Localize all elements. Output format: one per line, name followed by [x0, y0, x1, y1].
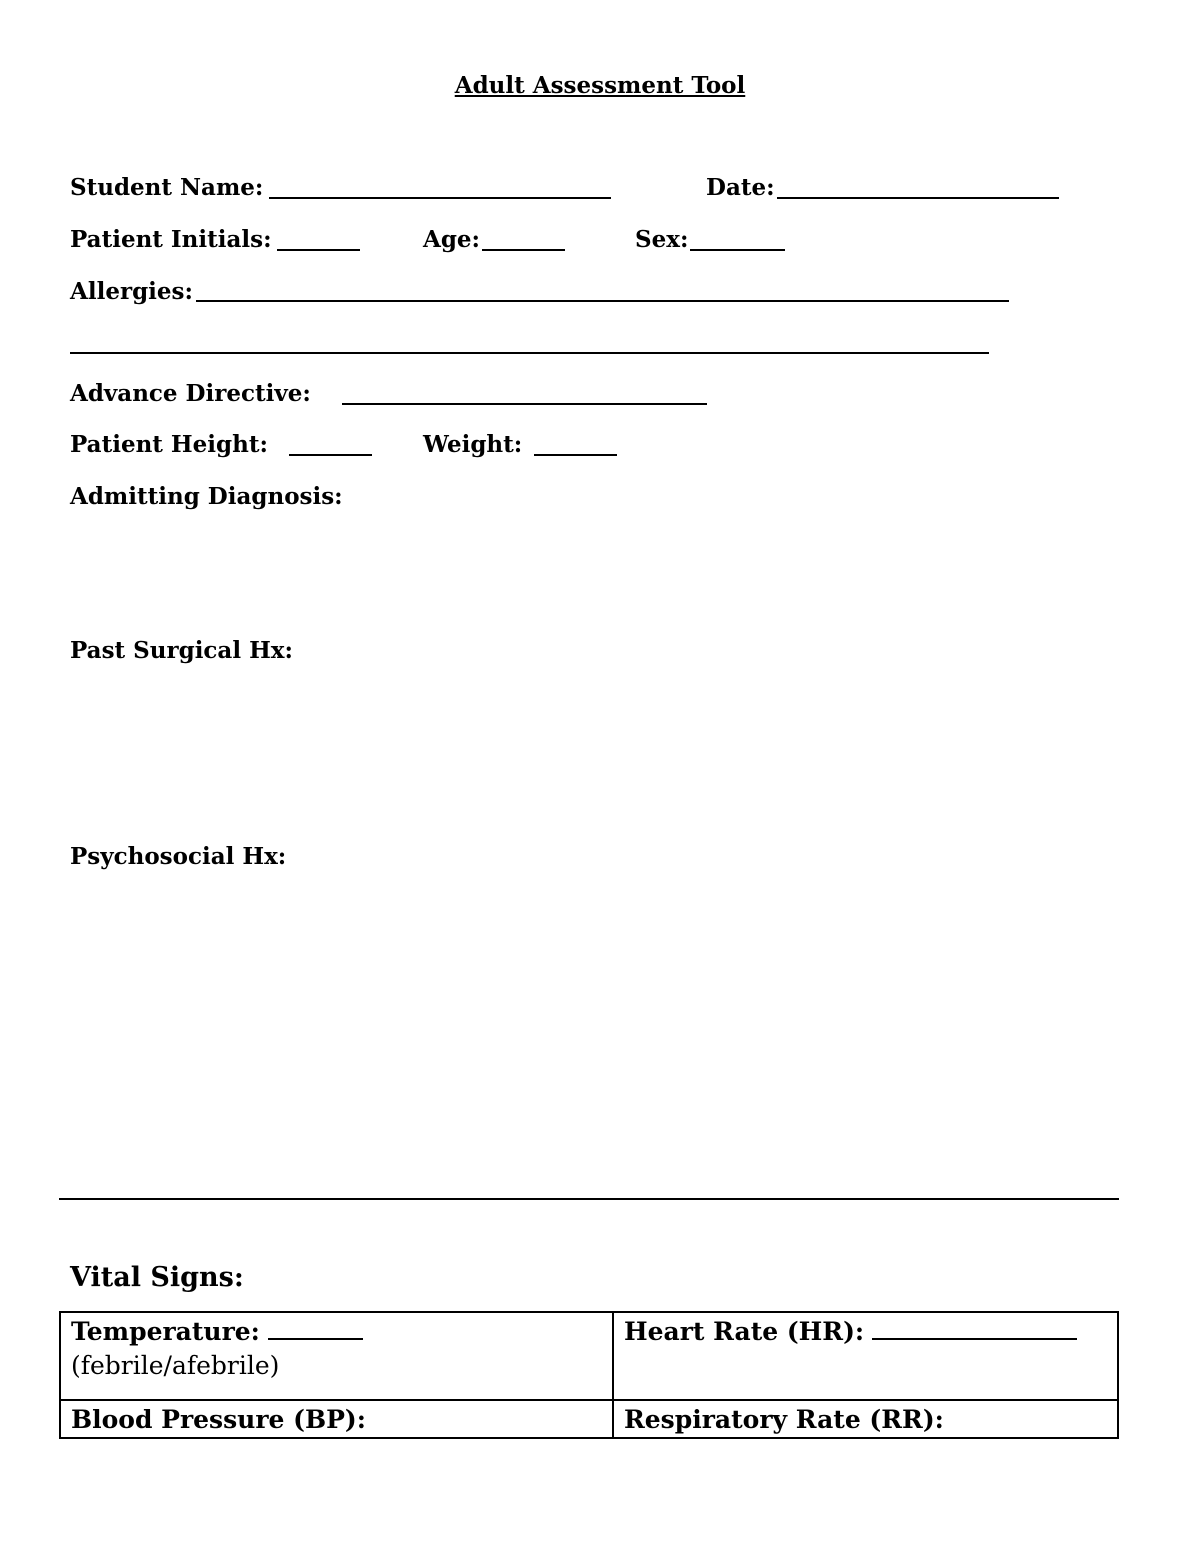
past-surgical-hx-label: Past Surgical Hx:	[70, 637, 294, 664]
vital-signs-table	[59, 1311, 1119, 1439]
admitting-diagnosis-label: Admitting Diagnosis:	[70, 483, 343, 510]
blood-pressure-label: Blood Pressure (BP):	[71, 1405, 366, 1434]
blood-pressure-cell[interactable]	[60, 1400, 613, 1438]
respiratory-rate-label: Respiratory Rate (RR):	[624, 1405, 944, 1434]
patient-initials-field[interactable]	[277, 249, 360, 251]
temperature-note: (febrile/afebrile)	[71, 1350, 280, 1380]
weight-field[interactable]	[534, 454, 617, 456]
temperature-cell[interactable]	[60, 1312, 613, 1400]
allergies-field-line-2[interactable]	[70, 352, 989, 354]
patient-height-label: Patient Height:	[70, 431, 268, 458]
psychosocial-hx-area[interactable]	[70, 876, 1110, 1176]
age-field[interactable]	[482, 249, 565, 251]
section-divider	[59, 1198, 1119, 1200]
weight-label: Weight:	[423, 431, 523, 458]
page-title: Adult Assessment Tool	[454, 72, 746, 99]
student-name-field[interactable]	[269, 197, 611, 199]
heart-rate-cell[interactable]	[613, 1312, 1118, 1400]
table-row	[60, 1312, 1118, 1400]
patient-height-field[interactable]	[289, 454, 372, 456]
heart-rate-label: Heart Rate (HR):	[624, 1317, 865, 1346]
heart-rate-field[interactable]	[872, 1320, 1077, 1340]
date-label: Date:	[706, 174, 775, 201]
past-surgical-hx-area[interactable]	[70, 670, 1110, 830]
psychosocial-hx-label: Psychosocial Hx:	[70, 843, 287, 870]
date-field[interactable]	[777, 197, 1059, 199]
patient-initials-label: Patient Initials:	[70, 226, 272, 253]
table-row	[60, 1400, 1118, 1438]
sex-label: Sex:	[635, 226, 689, 253]
advance-directive-label: Advance Directive:	[70, 380, 311, 407]
student-name-label: Student Name:	[70, 174, 264, 201]
temperature-field[interactable]	[268, 1320, 363, 1340]
age-label: Age:	[423, 226, 481, 253]
sex-field[interactable]	[690, 249, 785, 251]
temperature-label: Temperature:	[71, 1317, 260, 1346]
vital-signs-heading: Vital Signs:	[70, 1262, 244, 1293]
allergies-field[interactable]	[196, 300, 1009, 302]
respiratory-rate-cell[interactable]	[613, 1400, 1118, 1438]
advance-directive-field[interactable]	[342, 403, 707, 405]
admitting-diagnosis-area[interactable]	[70, 515, 1110, 625]
allergies-label: Allergies:	[70, 278, 193, 305]
